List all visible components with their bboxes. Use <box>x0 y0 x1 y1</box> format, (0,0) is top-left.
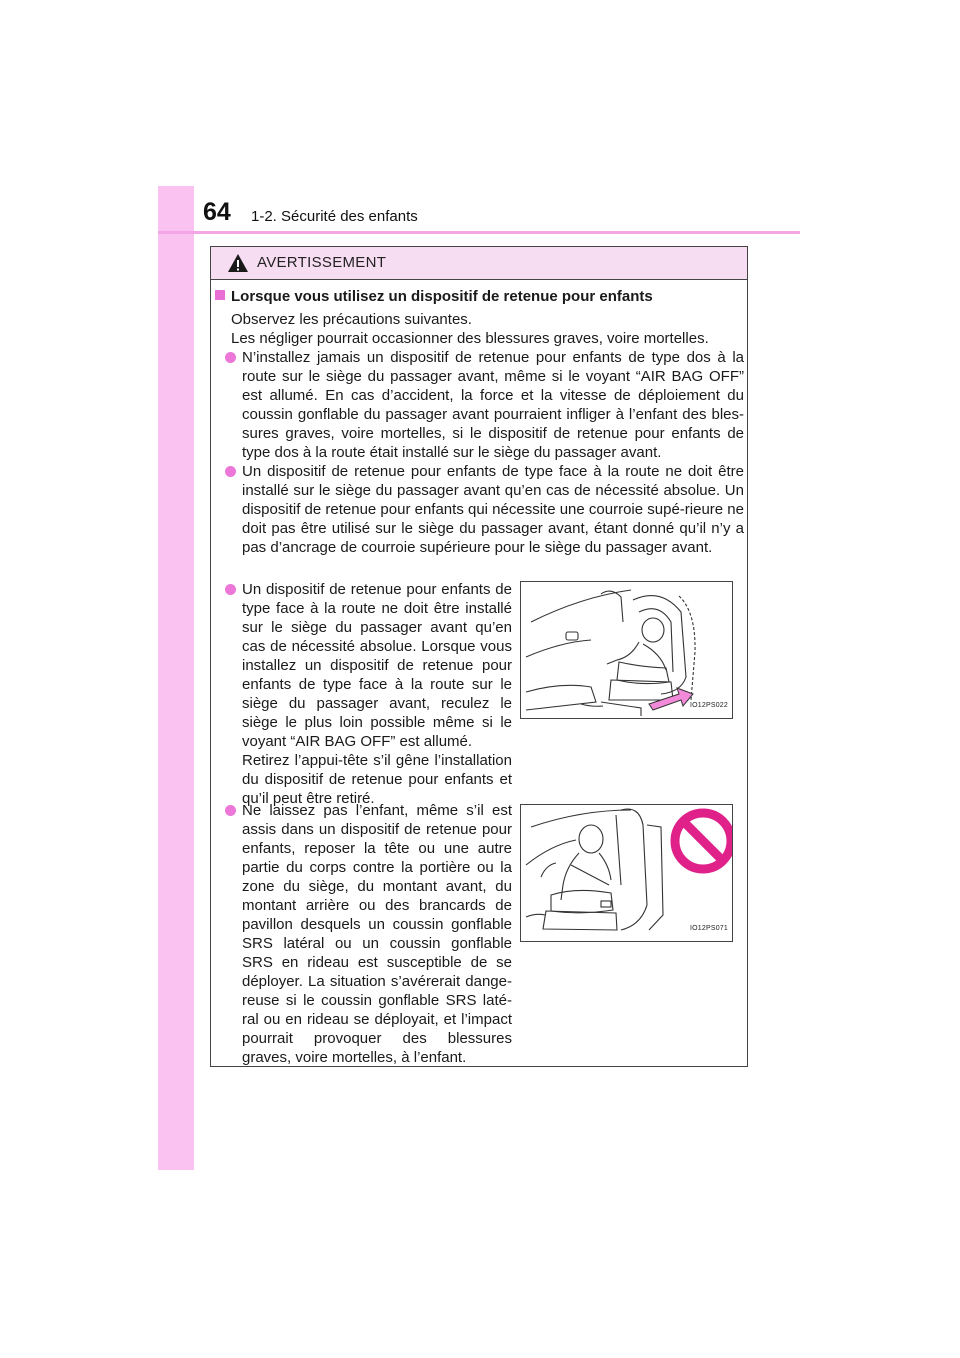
figure-forward-facing-seat <box>520 581 733 719</box>
figure-child-leaning-door <box>520 804 733 942</box>
warning-title: AVERTISSEMENT <box>257 254 387 271</box>
bullet-dot-icon <box>225 352 236 363</box>
intro-line: Observez les précautions suivantes. <box>231 311 472 328</box>
figure-code: IO12PS022 <box>690 702 728 709</box>
intro-line: Les négliger pourrait occasionner des blessures graves, voire mortelles. <box>231 330 709 347</box>
bullet-text-extra: Retirez l’appui-tête s’il gêne l’installation du dispositif de retenue pour enfants et qu’il peut être retiré. <box>242 752 512 807</box>
warning-header <box>211 247 747 280</box>
bullet-text: Ne laissez pas l’enfant, même s’il est assis dans un dispositif de retenue pour enfants, reposer la tête ou une autre partie du corps contre la portière ou la zone du siège, du montant avant, du montant arrière ou des brancards de pavillon desquels un coussin gonflable SRS latéral ou un coussin gonflable SRS en rideau est susceptible de se déployer. La situation s’avérerait dange-reuse si le coussin gonflable SRS laté-ral ou en rideau se déployait, et l’impact pourrait provoquer des blessures graves, voire mortelles, à l’enfant. <box>242 802 512 1066</box>
warning-triangle-icon <box>227 253 249 273</box>
warning-content <box>211 280 747 1066</box>
block-heading-text: Lorsque vous utilisez un dispositif de retenue pour enfants <box>231 288 653 305</box>
bullet-dot-icon <box>225 584 236 595</box>
figure-code: IO12PS071 <box>690 925 728 932</box>
section-title: 1-2. Sécurité des enfants <box>251 208 418 225</box>
bullet-text-group <box>242 580 512 808</box>
square-bullet-icon <box>215 290 225 300</box>
bullet-text: Un dispositif de retenue pour enfants de type face à la route ne doit être installé sur le siège du passager avant qu’en cas de nécessité absolue. Lorsque vous installez un dispositif de retenue pour enfants de type face à la route sur le siège du passager avant, reculez le siège le plus loin possible même si le voyant “AIR BAG OFF” est allumé. <box>242 581 512 750</box>
header-rule <box>158 231 800 234</box>
bullet-text: Un dispositif de retenue pour enfants de type face à la route ne doit être installé sur le siège du passager avant qu’en cas de nécessité absolue. Un dispositif de retenue pour enfants qui nécessite une courroie supé-rieure ne doit pas être utilisé sur le siège du passager avant, étant donné qu’il n’y a pas d’ancrage de courroie supérieure pour le siège du passager avant. <box>242 463 744 556</box>
warning-box <box>210 246 748 1067</box>
bullet-text: N’installez jamais un dispositif de retenue pour enfants de type dos à la route sur le siège du passager avant, même si le voyant “AIR BAG OFF” est allumé. En cas d’accident, la force et la vitesse de déploiement du coussin gonflable du passager avant pourraient infliger à l’enfant des bles-sures graves, voire mortelles, si le dispositif de retenue pour enfants de type dos à la route était installé sur le siège du passager avant. <box>242 349 744 461</box>
page-number: 64 <box>203 198 231 226</box>
side-band <box>158 186 194 1170</box>
bullet-dot-icon <box>225 466 236 477</box>
block-heading <box>215 287 735 306</box>
intro-text <box>231 310 741 348</box>
bullet-dot-icon <box>225 805 236 816</box>
